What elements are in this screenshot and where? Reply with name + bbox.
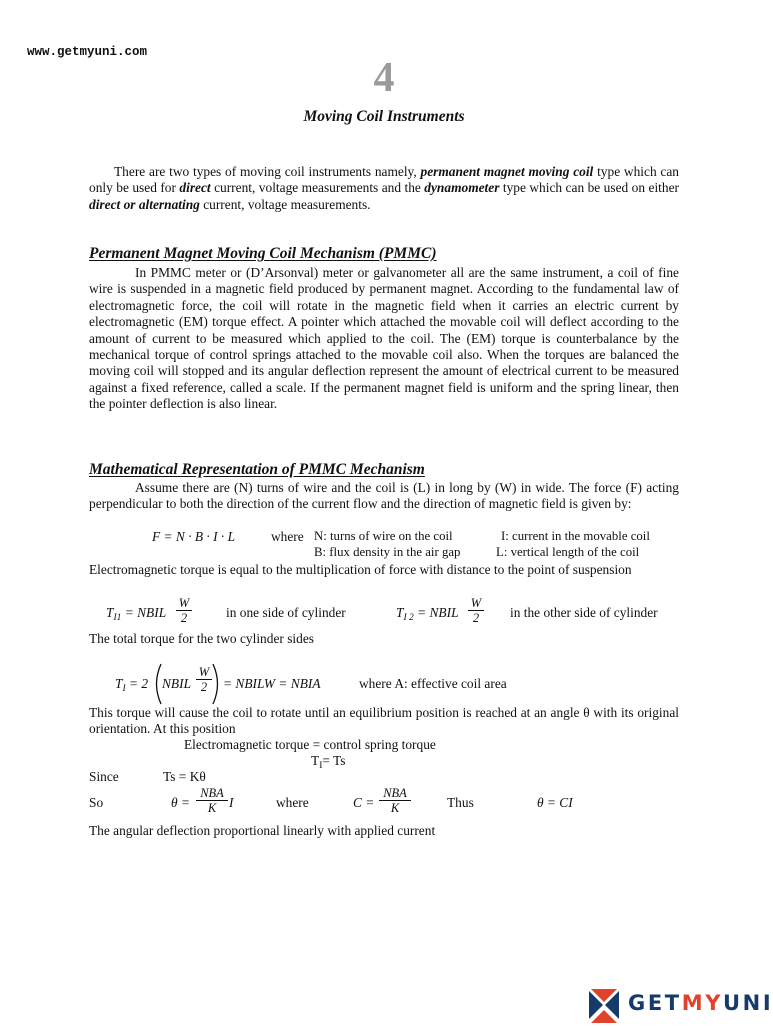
getmyuni-logo-text[interactable]: GETMYUNI [628, 991, 773, 1015]
theta-ci-equation: θ = CI [537, 795, 573, 810]
definition-n: N: turns of wire on the coil [314, 529, 453, 543]
equilibrium-paragraph: This torque will cause the coil to rotate until an equilibrium position is reached at an angle θ with its original orientation. At this position [89, 705, 679, 737]
definition-b: B: flux density in the air gap [314, 545, 461, 559]
fraction-nba-over-k: NBA K [196, 786, 228, 816]
thus-label: Thus [447, 795, 474, 810]
torque-side1-note: in one side of cylinder [226, 605, 346, 620]
current-variable: I [229, 795, 234, 810]
effective-area-note: where A: effective coil area [359, 676, 507, 691]
chapter-title: Moving Coil Instruments [303, 108, 465, 125]
total-torque-lhs: $T_I = 2$ [115, 676, 149, 694]
spring-torque-equation: Ts = Kθ [163, 769, 206, 784]
fraction-w-over-2: W 2 [468, 596, 484, 626]
definition-i: I: current in the movable coil [501, 529, 650, 543]
where-label: where [271, 529, 304, 544]
conclusion-text: The angular deflection proportional linearly with applied current [89, 823, 436, 838]
math-intro-paragraph: Assume there are (N) turns of wire and the coil is (L) in long by (W) in wide. The force (F) acting perpendicular to both the direction of the current flow and the direction of magnetic field is given by: [89, 480, 679, 512]
since-label: Since [89, 769, 119, 784]
torque-side2-note: in the other side of cylinder [510, 605, 658, 620]
getmyuni-logo-icon [589, 987, 621, 1027]
definition-l: L: vertical length of the coil [496, 545, 640, 559]
torque-balance-statement: Electromagnetic torque = control spring torque [184, 737, 436, 752]
right-paren [211, 662, 223, 706]
intro-paragraph: There are two types of moving coil instruments namely, permanent magnet moving coil type which can only be used for direct current, voltage measurements and the dynamometer type which can be used on either direct or alternating current, voltage measurements. [89, 164, 680, 212]
fraction-w-over-2: W 2 [196, 665, 212, 695]
chapter-number: 4 [373, 55, 395, 101]
total-torque-inner: NBIL [162, 676, 192, 691]
theta-lhs: θ = [171, 795, 190, 810]
section-heading-pmmc: Permanent Magnet Moving Coil Mechanism (PMMC) [89, 245, 437, 262]
pmmc-body-paragraph: In PMMC meter or (D’Arsonval) meter or galvanometer all are the same instrument, a coil of fine wire is suspended in a magnetic field produced by permanent magnet. According to the fundamental law of electromagnetic force, the coil will rotate in the magnetic field when it carries an electric current by electromagnetic (EM) torque effect. A pointer which attached the movable coil will deflect according to the amount of current to be measured which applied to the coil. The (EM) torque is counterbalance by the mechanical torque of control springs attached to the movable coil also. When the torques are balanced the moving coil will stopped and its angular deflection represent the amount of electrical current to be measured against a fixed reference, called a scale. If the permanent magnet field is uniform and the spring linear, then the pointer deflection is also linear. [89, 265, 679, 412]
em-torque-paragraph: Electromagnetic torque is equal to the multiplication of force with distance to the point of suspension [89, 562, 632, 577]
force-equation: F = N · B · I · L [152, 529, 236, 544]
source-url[interactable]: www.getmyuni.com [27, 45, 148, 59]
fraction-w-over-2: W 2 [176, 596, 192, 626]
torque-side2-equation: $T_{I 2}$ = NBIL [396, 605, 459, 623]
torque-side1-equation: $T_{I1}$ = NBIL [106, 605, 167, 623]
section-heading-math: Mathematical Representation of PMMC Mechanism [89, 461, 425, 478]
c-lhs: C = [353, 795, 375, 810]
where-label-2: where [276, 795, 309, 810]
so-label: So [89, 795, 104, 810]
total-torque-rhs: = NBILW = NBIA [223, 676, 321, 691]
fraction-nba-over-k-c: NBA K [379, 786, 411, 816]
total-torque-text: The total torque for the two cylinder sides [89, 631, 314, 646]
ti-equals-ts: $T_I= Ts$ [311, 753, 346, 771]
